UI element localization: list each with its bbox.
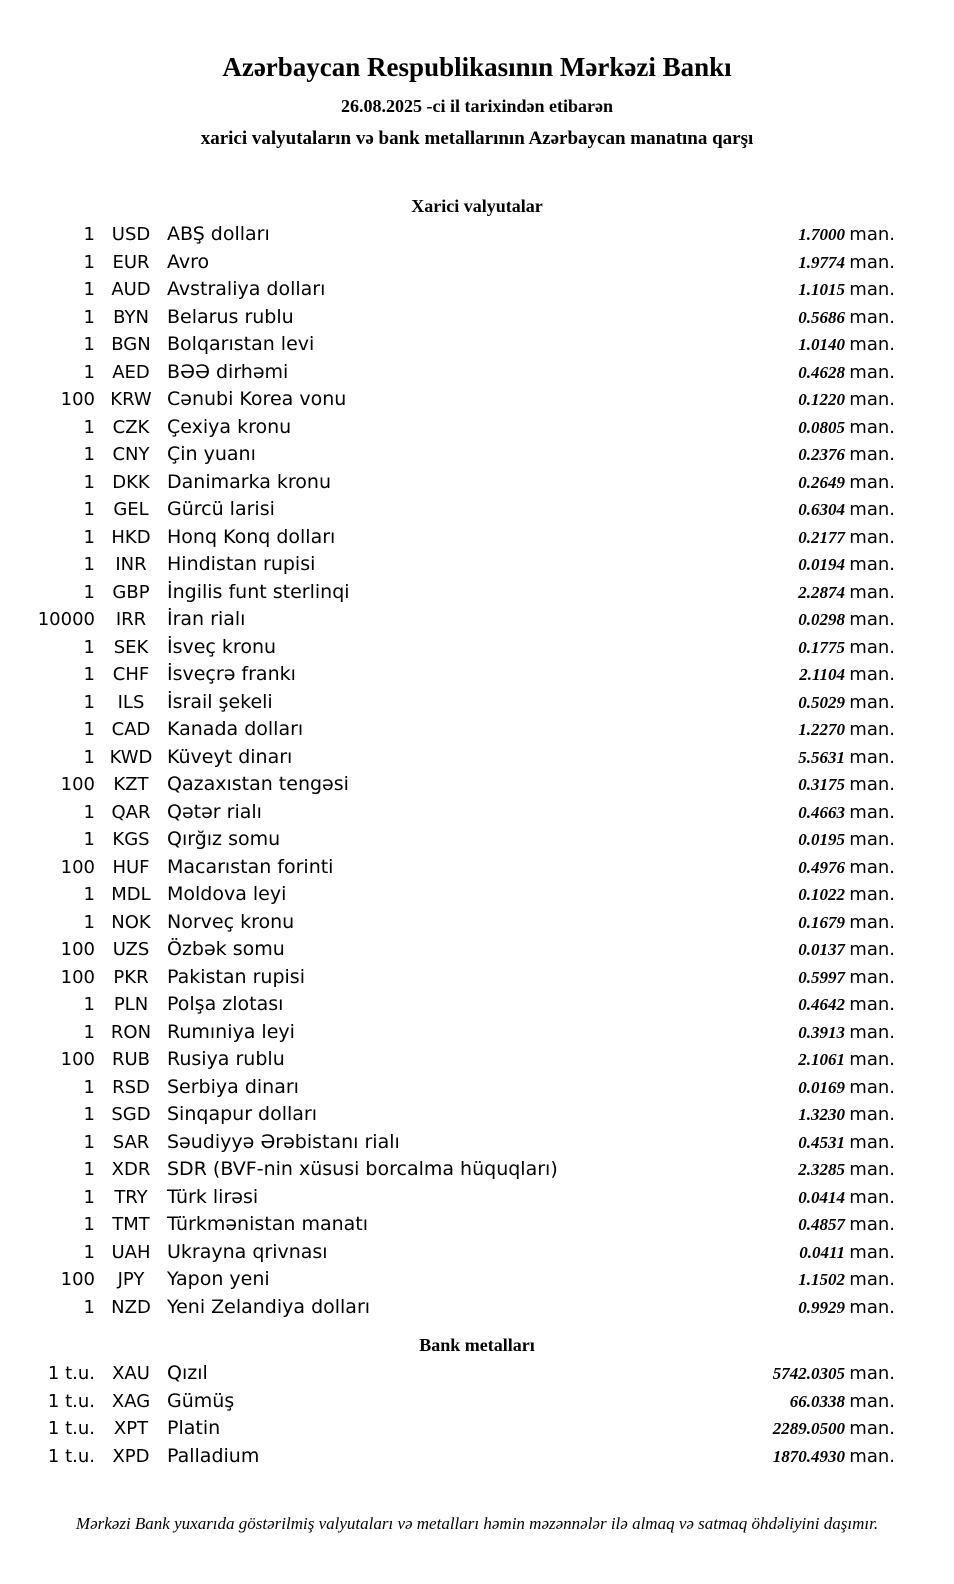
- currency-row-qty: 1: [83, 1104, 95, 1125]
- currency-row-qty: 10000: [37, 609, 95, 630]
- currency-row-qty: 100: [60, 966, 95, 988]
- currency-row-name: ABŞ dolları: [167, 223, 270, 245]
- currency-row-unit: man.: [849, 499, 895, 520]
- currency-row-qty: 100: [60, 856, 95, 878]
- currency-row-unit: man.: [849, 856, 895, 878]
- currency-row-rate: 0.0414: [798, 1187, 845, 1207]
- currency-row-rate: 0.0169: [798, 1077, 845, 1097]
- metal-row-qty: 1 t.u.: [47, 1445, 95, 1467]
- currency-row: [0, 1296, 895, 1324]
- currency-row-qty: 1: [83, 1296, 95, 1318]
- currency-row-unit: man.: [849, 1159, 895, 1180]
- currency-row-rate: 2.3285: [798, 1160, 845, 1179]
- currency-row: [0, 911, 895, 939]
- currency-row: [0, 1131, 895, 1159]
- currency-row-unit: man.: [849, 334, 895, 355]
- currency-row-unit: man.: [849, 279, 895, 300]
- currency-row-code: HKD: [111, 526, 151, 548]
- currency-row: [0, 993, 895, 1021]
- currency-row-name: Qırğız somu: [167, 828, 281, 850]
- metals-section-title: Bank metalları: [419, 1335, 535, 1355]
- metal-row-unit: man.: [849, 1418, 895, 1439]
- currency-row-code: TMT: [112, 1214, 150, 1235]
- currency-row-code: UAH: [111, 1241, 151, 1263]
- currency-row-name: Polşa zlotası: [167, 993, 284, 1015]
- currency-row-rate: 0.5997: [798, 967, 845, 987]
- currency-row-name: Rumıniya leyi: [167, 1020, 295, 1043]
- currency-row-code: RSD: [112, 1076, 150, 1098]
- currency-row-rate: 2.1061: [798, 1050, 845, 1069]
- currency-row-unit: man.: [849, 994, 895, 1015]
- currency-row-rate: 0.2177: [798, 527, 845, 547]
- currency-row-name: İngilis funt sterlinqi: [167, 580, 350, 603]
- currency-row-name: Avro: [167, 250, 210, 273]
- currency-row-code: BGN: [111, 334, 151, 355]
- currency-row-rate: 0.4663: [798, 802, 845, 822]
- currency-row-unit: man.: [849, 636, 895, 658]
- currency-row-name: Ukrayna qrivnası: [167, 1240, 328, 1263]
- currency-row-qty: 1: [83, 416, 95, 438]
- currency-row: [0, 1076, 895, 1104]
- currency-row-name: Rusiya rublu: [167, 1048, 285, 1070]
- currency-row-name: İsveçrə frankı: [167, 663, 296, 685]
- currency-row-name: Serbiya dinarı: [167, 1075, 299, 1098]
- currency-row-name: Bolqarıstan levi: [167, 333, 315, 355]
- metal-row: [0, 1445, 895, 1473]
- currency-row-unit: man.: [849, 554, 895, 575]
- metal-row-name: Gümüş: [167, 1389, 235, 1412]
- currency-row-rate: 0.0805: [798, 417, 845, 437]
- currency-row: [0, 608, 895, 636]
- currency-row-unit: man.: [849, 416, 895, 438]
- currency-row-name: Çexiya kronu: [167, 415, 292, 438]
- metal-row-code: XAU: [112, 1363, 150, 1384]
- currency-row-rate: 1.7000: [798, 225, 845, 244]
- currency-row-code: DKK: [112, 471, 150, 493]
- currency-row-rate: 1.3230: [798, 1105, 845, 1124]
- currency-row-qty: 1: [83, 884, 95, 905]
- disclaimer-text: Mərkəzi Bank yuxarıda göstərilmiş valyutaları və metalları həmin məzənnələr ilə almaq və satmaq öhdəliyini daşımır.: [75, 1514, 879, 1533]
- currency-row-unit: man.: [849, 1296, 895, 1318]
- currency-row-rate: 0.5029: [798, 692, 845, 712]
- currency-row-code: PKR: [113, 966, 149, 988]
- currency-row-qty: 1: [83, 306, 95, 328]
- currency-row: [0, 966, 895, 994]
- currency-row-rate: 0.1775: [798, 637, 845, 657]
- currency-row-qty: 1: [83, 829, 95, 850]
- currency-row-name: Türkmənistan manatı: [167, 1213, 369, 1235]
- currency-row-rate: 1.1015: [798, 280, 845, 299]
- currency-row-unit: man.: [849, 224, 895, 245]
- currency-row: [0, 636, 895, 664]
- currency-row-qty: 1: [83, 1214, 95, 1235]
- currency-row-qty: 1: [83, 251, 95, 273]
- currency-row: [0, 828, 895, 856]
- metal-row-rate: 1870.4930: [772, 1446, 845, 1466]
- currency-row: [0, 1021, 895, 1049]
- currency-row-name: İsveç kronu: [167, 635, 277, 658]
- currency-row-rate: 0.9929: [798, 1297, 845, 1317]
- currency-row: [0, 443, 895, 471]
- currency-row: [0, 773, 895, 801]
- currency-row-code: PLN: [113, 994, 149, 1015]
- currency-row-qty: 1: [83, 444, 95, 465]
- currency-row-name: BƏƏ dirhəmi: [167, 360, 289, 383]
- currency-row-unit: man.: [849, 966, 895, 988]
- metal-row-unit: man.: [849, 1363, 895, 1384]
- currency-row: [0, 416, 895, 444]
- currency-row-rate: 1.0140: [798, 335, 845, 354]
- currency-row-qty: 1: [83, 471, 95, 493]
- currency-row-rate: 0.2649: [798, 472, 845, 492]
- currency-row-rate: 0.0411: [799, 1242, 845, 1262]
- metal-row: [0, 1417, 895, 1445]
- currency-row-rate: 0.5686: [798, 307, 845, 327]
- currency-row-code: KZT: [113, 774, 149, 795]
- currency-row-name: Norveç kronu: [167, 910, 295, 933]
- currency-row: [0, 526, 895, 554]
- currency-row-unit: man.: [849, 884, 895, 905]
- currency-row: [0, 856, 895, 884]
- currency-row-name: Pakistan rupisi: [167, 965, 305, 988]
- currency-row: [0, 553, 895, 581]
- currency-row-code: CNY: [112, 444, 150, 465]
- page-title: Azərbaycan Respublikasının Mərkəzi Bankı: [222, 52, 732, 82]
- currency-row-code: CHF: [112, 664, 150, 685]
- currency-rates-table: [0, 223, 954, 1323]
- currency-row-qty: 1: [83, 1186, 95, 1208]
- currency-row-rate: 0.3175: [798, 775, 845, 794]
- currency-row-code: KRW: [110, 389, 152, 410]
- currency-row-qty: 1: [83, 719, 95, 740]
- currency-row-unit: man.: [849, 719, 895, 740]
- currency-row-qty: 100: [60, 774, 95, 795]
- currency-row-qty: 1: [83, 554, 95, 575]
- currencies-section-title: Xarici valyutalar: [411, 196, 543, 216]
- currency-row-name: Honq Konq dolları: [167, 525, 336, 548]
- currency-row-qty: 1: [83, 1241, 95, 1263]
- currency-row-unit: man.: [849, 829, 895, 850]
- currency-row-rate: 0.4976: [798, 857, 845, 877]
- page-subtitle: xarici valyutaların və bank metallarının Azərbaycan manatına qarşı: [200, 128, 754, 149]
- metal-row-name: Palladium: [167, 1444, 260, 1467]
- metal-row-unit: man.: [849, 1445, 895, 1467]
- currency-row-unit: man.: [849, 939, 895, 960]
- currency-row-qty: 1: [83, 334, 95, 355]
- metal-row-rate: 5742.0305: [772, 1364, 845, 1383]
- currency-row-rate: 0.0194: [798, 555, 845, 574]
- metal-row-qty: 1 t.u.: [47, 1390, 95, 1412]
- currency-row-name: Kanada dolları: [167, 718, 304, 740]
- currency-row-name: Qətər rialı: [167, 800, 262, 823]
- currency-row-name: İran rialı: [167, 608, 246, 630]
- currency-row: [0, 1048, 895, 1076]
- currency-row-code: USD: [111, 224, 151, 245]
- metal-row-code: XPD: [112, 1445, 150, 1467]
- currency-row-rate: 0.1679: [798, 912, 845, 932]
- currency-row-unit: man.: [849, 746, 895, 768]
- currency-row-qty: 1: [83, 911, 95, 933]
- currency-row-name: Yapon yeni: [167, 1268, 270, 1290]
- currency-row: [0, 498, 895, 526]
- currency-row: [0, 938, 895, 966]
- currency-row-qty: 100: [60, 389, 95, 410]
- currency-row: [0, 1158, 895, 1186]
- metal-row: [0, 1362, 895, 1390]
- currency-row-rate: 0.4642: [798, 995, 845, 1014]
- currency-row-unit: man.: [849, 1131, 895, 1153]
- currency-row-code: RON: [110, 1021, 152, 1043]
- currency-row-code: QAR: [111, 801, 151, 823]
- currency-row-code: IRR: [115, 609, 147, 630]
- currency-row-rate: 0.0195: [798, 830, 845, 849]
- currency-row-unit: man.: [849, 444, 895, 465]
- currency-row-name: Macarıstan forinti: [167, 855, 334, 878]
- currency-row-unit: man.: [849, 1214, 895, 1235]
- currency-row-name: Gürcü larisi: [167, 498, 275, 520]
- currency-row-code: JPY: [117, 1269, 145, 1290]
- currency-row: [0, 333, 895, 361]
- currency-row: [0, 663, 895, 691]
- currency-row: [0, 1186, 895, 1214]
- currency-row-rate: 0.0298: [798, 610, 845, 629]
- currency-row: [0, 223, 895, 251]
- currency-row: [0, 746, 895, 774]
- currency-row-code: INR: [115, 554, 147, 575]
- currency-row-name: Yeni Zelandiya dolları: [167, 1295, 371, 1318]
- currency-row-rate: 0.1022: [798, 885, 845, 904]
- currency-row-code: HUF: [112, 856, 150, 878]
- currency-row-name: Səudiyyə Ərəbistanı rialı: [167, 1130, 400, 1153]
- currency-row-unit: man.: [849, 1104, 895, 1125]
- currency-row-code: CZK: [112, 416, 150, 438]
- currency-row-unit: man.: [849, 911, 895, 933]
- currency-row: [0, 718, 895, 746]
- metal-row-rate: 66.0338: [789, 1391, 845, 1411]
- currency-row-code: XDR: [111, 1159, 151, 1180]
- currency-row-qty: 1: [83, 279, 95, 300]
- currency-row-qty: 100: [60, 1049, 95, 1070]
- currency-row-rate: 2.2874: [798, 582, 845, 602]
- currency-row-code: SAR: [112, 1131, 150, 1153]
- currency-row-code: GEL: [113, 499, 149, 520]
- currency-row: [0, 1103, 895, 1131]
- currency-row-code: AUD: [111, 279, 151, 300]
- currency-row-code: ILS: [117, 691, 145, 713]
- currency-row-unit: man.: [849, 581, 895, 603]
- currency-row: [0, 1241, 895, 1269]
- currency-row: [0, 278, 895, 306]
- currency-row: [0, 1213, 895, 1241]
- currency-row-unit: man.: [849, 1076, 895, 1098]
- currency-row-qty: 1: [83, 664, 95, 685]
- currency-row-unit: man.: [849, 801, 895, 823]
- metal-row-qty: 1 t.u.: [47, 1363, 95, 1384]
- currency-row-code: GBP: [112, 581, 150, 603]
- currency-row-name: Küveyt dinarı: [167, 745, 293, 768]
- metal-row-name: Platin: [167, 1417, 221, 1439]
- currency-row: [0, 251, 895, 279]
- currency-row-rate: 0.2376: [798, 445, 845, 464]
- currency-row: [0, 388, 895, 416]
- currency-row-qty: 1: [83, 1131, 95, 1153]
- currency-row-code: MDL: [111, 884, 151, 905]
- currency-row-code: TRY: [114, 1186, 148, 1208]
- currency-row-rate: 2.1104: [799, 665, 845, 684]
- currency-row-name: Özbək somu: [167, 938, 285, 960]
- currency-row-unit: man.: [849, 1186, 895, 1208]
- currency-row: [0, 471, 895, 499]
- currency-row-code: EUR: [112, 251, 150, 273]
- metal-rates-table: [0, 1362, 954, 1472]
- currency-row: [0, 306, 895, 334]
- currency-row-name: Türk lirəsi: [167, 1185, 259, 1208]
- currency-row-qty: 1: [83, 1159, 95, 1180]
- currency-row-code: NOK: [111, 911, 151, 933]
- metal-row-code: XPT: [113, 1418, 149, 1439]
- currency-row-code: BYN: [113, 306, 149, 328]
- metal-row: [0, 1390, 895, 1418]
- currency-row-name: Moldova leyi: [167, 883, 287, 905]
- currency-row-name: Belarus rublu: [167, 305, 294, 328]
- currency-row-rate: 1.2270: [798, 720, 845, 739]
- currency-row-unit: man.: [849, 1269, 895, 1290]
- currency-row-code: KWD: [109, 746, 153, 768]
- currency-row-unit: man.: [849, 1021, 895, 1043]
- currency-row-unit: man.: [849, 1241, 895, 1263]
- currency-row: [0, 581, 895, 609]
- currency-row-unit: man.: [849, 691, 895, 713]
- currency-row-rate: 1.9774: [798, 252, 845, 272]
- currency-row-rate: 0.1220: [798, 390, 845, 409]
- currency-row-name: Cənubi Korea vonu: [167, 388, 347, 410]
- currency-row-code: AED: [112, 361, 150, 383]
- currency-row-qty: 1: [83, 801, 95, 823]
- currency-row-code: RUB: [111, 1049, 151, 1070]
- currency-row-unit: man.: [849, 1049, 895, 1070]
- metal-row-code: XAG: [111, 1390, 151, 1412]
- currency-row-qty: 1: [83, 224, 95, 245]
- currency-row-rate: 0.4531: [798, 1132, 845, 1152]
- currency-row-qty: 1: [83, 526, 95, 548]
- currency-row-code: SGD: [111, 1104, 151, 1125]
- currency-row-qty: 100: [60, 1269, 95, 1290]
- currency-row-unit: man.: [849, 389, 895, 410]
- currency-row-rate: 0.3913: [798, 1022, 845, 1042]
- currency-row-unit: man.: [849, 471, 895, 493]
- currency-row-code: SEK: [113, 636, 149, 658]
- currency-row-rate: 1.1502: [798, 1270, 845, 1289]
- currency-row-code: UZS: [112, 939, 150, 960]
- currency-row-qty: 100: [60, 939, 95, 960]
- metal-row-unit: man.: [849, 1390, 895, 1412]
- currency-row-qty: 1: [83, 1076, 95, 1098]
- effective-date-line: 26.08.2025 -ci il tarixindən etibarən: [341, 96, 613, 116]
- currency-row-unit: man.: [849, 664, 895, 685]
- currency-row-rate: 0.0137: [798, 940, 845, 959]
- currency-row-qty: 1: [83, 691, 95, 713]
- currency-row-unit: man.: [849, 609, 895, 630]
- currency-row: [0, 361, 895, 389]
- currency-row-name: Hindistan rupisi: [167, 553, 316, 575]
- currency-row-unit: man.: [849, 251, 895, 273]
- currency-row-rate: 0.4628: [798, 362, 845, 382]
- currency-row-name: İsrail şekeli: [167, 690, 273, 713]
- currency-row-name: Çin yuanı: [167, 443, 256, 465]
- currency-row-rate: 5.5631: [798, 747, 845, 767]
- metal-row-qty: 1 t.u.: [47, 1418, 95, 1439]
- currency-row-code: NZD: [111, 1296, 151, 1318]
- currency-row-code: KGS: [112, 829, 150, 850]
- metal-row-rate: 2289.0500: [772, 1419, 845, 1438]
- currency-row-qty: 1: [83, 581, 95, 603]
- currency-row-qty: 1: [83, 361, 95, 383]
- currency-row-name: Sinqapur dolları: [167, 1103, 318, 1125]
- currency-row-rate: 0.6304: [798, 500, 845, 519]
- currency-row-qty: 1: [83, 1021, 95, 1043]
- currency-row-unit: man.: [849, 774, 895, 795]
- currency-row: [0, 1268, 895, 1296]
- currency-row-qty: 1: [83, 499, 95, 520]
- currency-row: [0, 801, 895, 829]
- currency-row-name: Qazaxıstan tengəsi: [167, 773, 349, 795]
- currency-row: [0, 883, 895, 911]
- currency-row-unit: man.: [849, 306, 895, 328]
- currency-row-qty: 1: [83, 994, 95, 1015]
- currency-row-name: SDR (BVF-nin xüsusi borcalma hüquqları): [167, 1158, 558, 1180]
- currency-row: [0, 691, 895, 719]
- metal-row-name: Qızıl: [167, 1362, 208, 1384]
- currency-row-qty: 1: [83, 636, 95, 658]
- currency-row-unit: man.: [849, 361, 895, 383]
- currency-row-unit: man.: [849, 526, 895, 548]
- currency-row-rate: 0.4857: [798, 1215, 845, 1234]
- currency-row-name: Avstraliya dolları: [167, 278, 326, 300]
- currency-row-code: CAD: [111, 719, 151, 740]
- currency-row-name: Danimarka kronu: [167, 470, 332, 493]
- currency-row-qty: 1: [83, 746, 95, 768]
